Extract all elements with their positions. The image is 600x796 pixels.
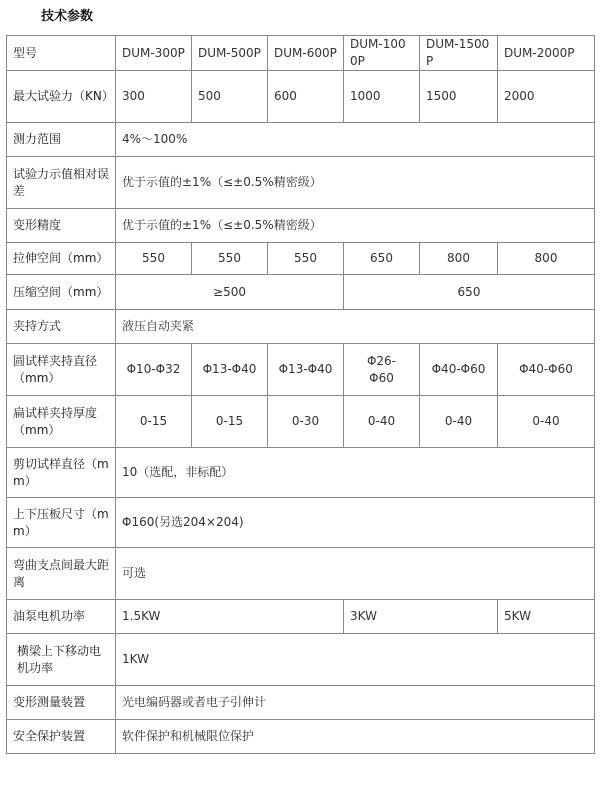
value-cell: ≥500 <box>116 275 344 310</box>
table-row-clamp-method <box>7 310 595 344</box>
value-cell: 800 <box>420 243 498 275</box>
value-cell: 600 <box>268 71 344 123</box>
table-row-deform-device <box>7 686 595 720</box>
table-row-beam-power <box>7 634 595 686</box>
value-cell: 500 <box>192 71 268 123</box>
value-cell: Φ10-Φ32 <box>116 344 192 396</box>
model-cell: DUM-300P <box>116 36 192 71</box>
row-label: 型号 <box>7 36 116 71</box>
value-cell: 3KW <box>344 600 498 634</box>
table-row-compress-space <box>7 275 595 310</box>
value-cell: 1000 <box>344 71 420 123</box>
value-cell: 650 <box>344 243 420 275</box>
row-label: 安全保护装置 <box>7 720 116 754</box>
row-label: 试验力示值相对误差 <box>7 157 116 209</box>
table-row-flat-thick <box>7 396 595 448</box>
value-cell: 550 <box>192 243 268 275</box>
value-cell: Φ26-Φ60 <box>344 344 420 396</box>
value-cell: Φ40-Φ60 <box>498 344 595 396</box>
value-cell: Φ40-Φ60 <box>420 344 498 396</box>
value-cell: 0-40 <box>420 396 498 448</box>
value-cell: 5KW <box>498 600 595 634</box>
table-row-tensile-space <box>7 243 595 275</box>
spec-table <box>6 35 595 754</box>
model-cell: DUM-500P <box>192 36 268 71</box>
row-label: 最大试验力（KN） <box>7 71 116 123</box>
value-cell: 0-40 <box>498 396 595 448</box>
value-cell: 800 <box>498 243 595 275</box>
table-row-max-force <box>7 71 595 123</box>
value-cell: Φ13-Φ40 <box>268 344 344 396</box>
table-row-range <box>7 123 595 157</box>
row-label: 压缩空间（mm） <box>7 275 116 310</box>
value-cell: 10（选配，非标配） <box>116 448 595 498</box>
value-cell: 软件保护和机械限位保护 <box>116 720 595 754</box>
row-label: 变形测量装置 <box>7 686 116 720</box>
row-label: 弯曲支点间最大距离 <box>7 548 116 600</box>
row-label: 拉伸空间（mm） <box>7 243 116 275</box>
table-row-bend-span <box>7 548 595 600</box>
model-cell: DUM-600P <box>268 36 344 71</box>
row-label: 上下压板尺寸（mm） <box>7 498 116 548</box>
row-label: 测力范围 <box>7 123 116 157</box>
value-cell: 4%～100% <box>116 123 595 157</box>
value-cell: 光电编码器或者电子引伸计 <box>116 686 595 720</box>
row-label: 油泵电机功率 <box>7 600 116 634</box>
value-cell: 1KW <box>116 634 595 686</box>
value-cell: Φ13-Φ40 <box>192 344 268 396</box>
table-row-shear-dia <box>7 448 595 498</box>
value-cell: 550 <box>268 243 344 275</box>
row-label: 扁试样夹持厚度（mm） <box>7 396 116 448</box>
row-label: 剪切试样直径（mm） <box>7 448 116 498</box>
value-cell: 650 <box>344 275 595 310</box>
table-row-model <box>7 36 595 71</box>
value-cell: 可选 <box>116 548 595 600</box>
row-label: 夹持方式 <box>7 310 116 344</box>
row-label: 变形精度 <box>7 209 116 243</box>
table-row-deform-precision <box>7 209 595 243</box>
table-row-round-dia <box>7 344 595 396</box>
value-cell: 0-15 <box>116 396 192 448</box>
table-row-safety <box>7 720 595 754</box>
value-cell: 优于示值的±1%（≤±0.5%精密级） <box>116 157 595 209</box>
model-cell: DUM-1000P <box>344 36 420 71</box>
value-cell: 300 <box>116 71 192 123</box>
value-cell: 0-40 <box>344 396 420 448</box>
value-cell: 2000 <box>498 71 595 123</box>
value-cell: 液压自动夹紧 <box>116 310 595 344</box>
model-cell: DUM-1500P <box>420 36 498 71</box>
value-cell: Φ160(另选204×204) <box>116 498 595 548</box>
value-cell: 0-15 <box>192 396 268 448</box>
value-cell: 1500 <box>420 71 498 123</box>
value-cell: 优于示值的±1%（≤±0.5%精密级） <box>116 209 595 243</box>
value-cell: 1.5KW <box>116 600 344 634</box>
page-title: 技术参数 <box>41 9 94 24</box>
table-row-platen-size <box>7 498 595 548</box>
row-label: 圆试样夹持直径（mm） <box>7 344 116 396</box>
row-label: 横梁上下移动电机功率 <box>7 634 116 686</box>
table-row-pump-power <box>7 600 595 634</box>
value-cell: 550 <box>116 243 192 275</box>
value-cell: 0-30 <box>268 396 344 448</box>
table-row-rel-error <box>7 157 595 209</box>
model-cell: DUM-2000P <box>498 36 595 71</box>
